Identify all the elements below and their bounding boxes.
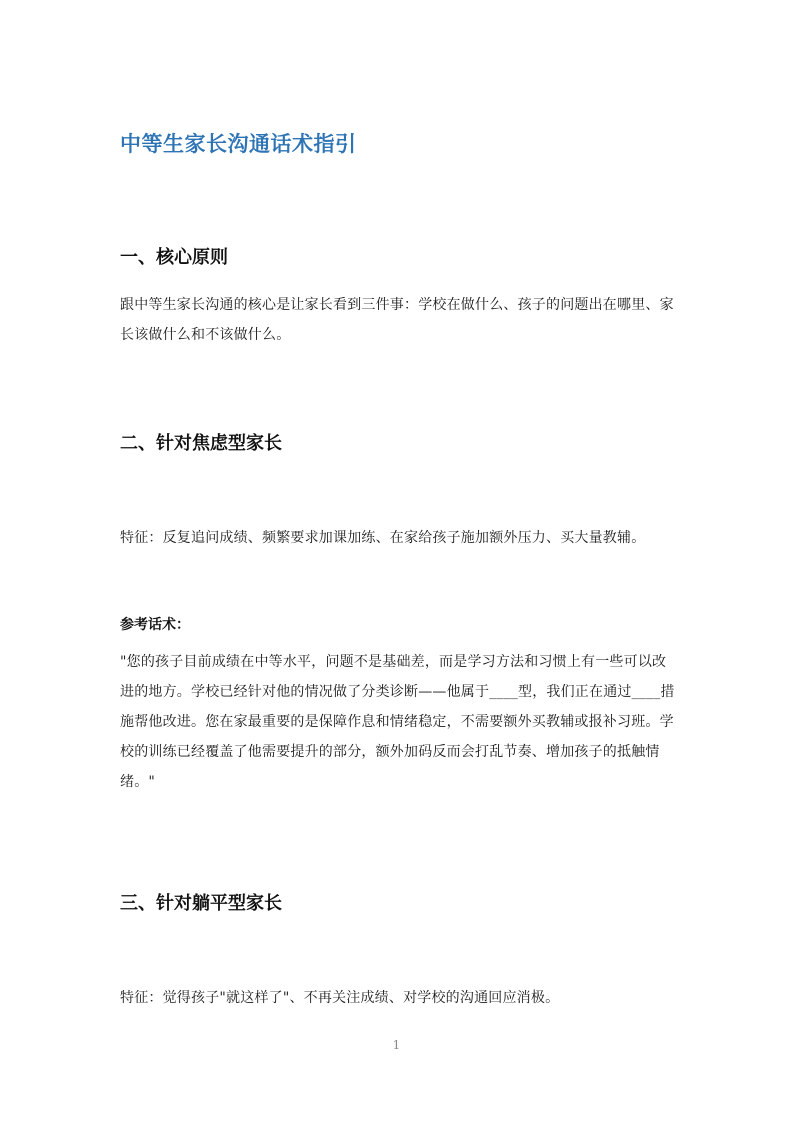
anxious-parents-feature: 特征：反复追问成绩、频繁要求加课加练、在家给孩子施加额外压力、买大量教辅。 — [120, 530, 646, 546]
section-heading-anxious-parents: 二、针对焦虑型家长 — [120, 433, 282, 454]
core-principles-paragraph: 跟中等生家长沟通的核心是让家长看到三件事：学校在做什么、孩子的问题出在哪里、家长该做什么和不该做什么。 — [120, 297, 674, 343]
lying-flat-parents-feature: 特征：觉得孩子"就这样了"、不再关注成绩、对学校的沟通回应消极。 — [120, 990, 560, 1006]
section-heading-core-principles: 一、核心原则 — [120, 247, 228, 268]
anxious-parents-script: "您的孩子目前成绩在中等水平，问题不是基础差，而是学习方法和习惯上有一些可以改进的地方。学校已经针对他的情况做了分类诊断——他属于____型，我们正在通过____措施帮他改进。您在家最重要的是保障作息和情绪稳定，不需要额外买教辅或报补习班。学校的训练已经覆盖了他需要提升的部分，额外加码反而会打乱节奏、增加孩子的抵触情绪。" — [120, 654, 675, 790]
section-heading-lying-flat-parents: 三、针对躺平型家长 — [120, 893, 282, 914]
anxious-parents-script-label: 参考话术： — [120, 617, 190, 633]
page-number: 1 — [392, 1038, 401, 1052]
document-title: 中等生家长沟通话术指引 — [120, 132, 357, 156]
